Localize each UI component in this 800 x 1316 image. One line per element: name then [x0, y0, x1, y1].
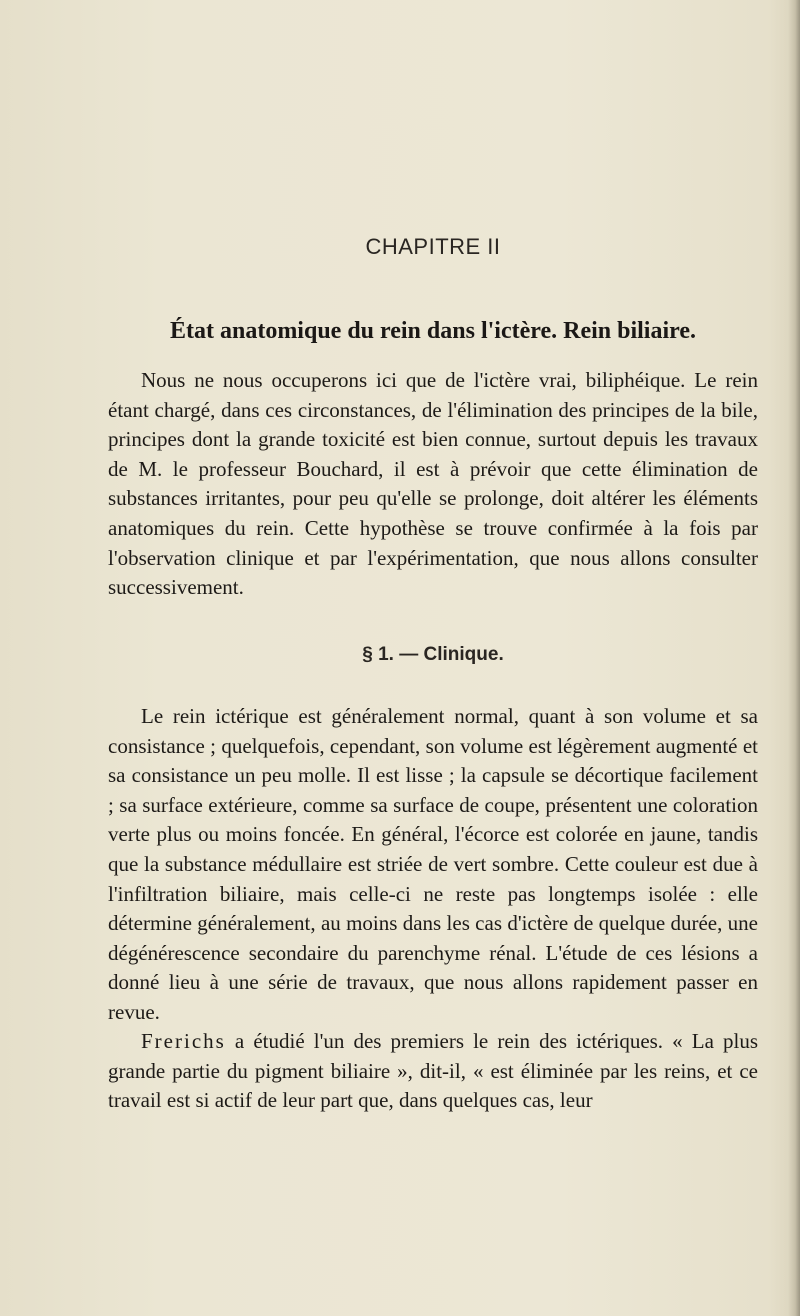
author-name: Frerichs	[141, 1029, 226, 1053]
intro-paragraph: Nous ne nous occuperons ici que de l'ictère vrai, biliphéique. Le rein étant chargé, dans ces circonstances, de l'élimination des principes de la bile, principes dont la grande toxicité est bien connue, surtout depuis les travaux de M. le professeur Bouchard, il est à prévoir que cette élimination de substances irritantes, pour peu qu'elle se prolonge, doit altérer les éléments anatomiques du rein. Cette hypothèse se trouve confirmée à la fois par l'observation clinique et par l'expérimentation, que nous allons consulter successivement.	[108, 368, 758, 600]
chapter-heading: CHAPITRE II	[365, 234, 501, 259]
page-edge-shadow	[788, 0, 800, 1316]
frerichs-paragraph	[108, 1027, 758, 1116]
clinique-paragraph: Le rein ictérique est généralement normal, quant à son volume et sa consistance ; quelquefois, cependant, son volume est légèrement augmenté et sa consistance un peu molle. Il est lisse ; la capsule se décortique facilement ; sa surface extérieure, comme sa surface de coupe, présentent une coloration verte plus ou moins foncée. En général, l'écorce est colorée en jaune, tandis que la substance médullaire est striée de vert sombre. Cette couleur est due à l'infiltration biliaire, mais celle-ci ne reste pas longtemps isolée : elle détermine généralement, au moins dans les cas d'ictère de quelque durée, une dégénérescence secondaire du parenchyme rénal. L'étude de ces lésions a donné lieu à une série de travaux, que nous allons rapidement passer en revue.	[108, 704, 758, 1024]
section-heading: § 1. — Clinique.	[362, 644, 504, 665]
frerichs-paragraph-text: a étudié l'un des premiers le rein des ictériques. « La plus grande partie du pigment biliaire », dit-il, « est éliminée par les reins, et ce travail est si actif de leur part que, dans quelques cas, leur	[108, 1029, 758, 1113]
chapter-title: État anatomique du rein dans l'ictère. Rein biliaire.	[169, 318, 697, 344]
